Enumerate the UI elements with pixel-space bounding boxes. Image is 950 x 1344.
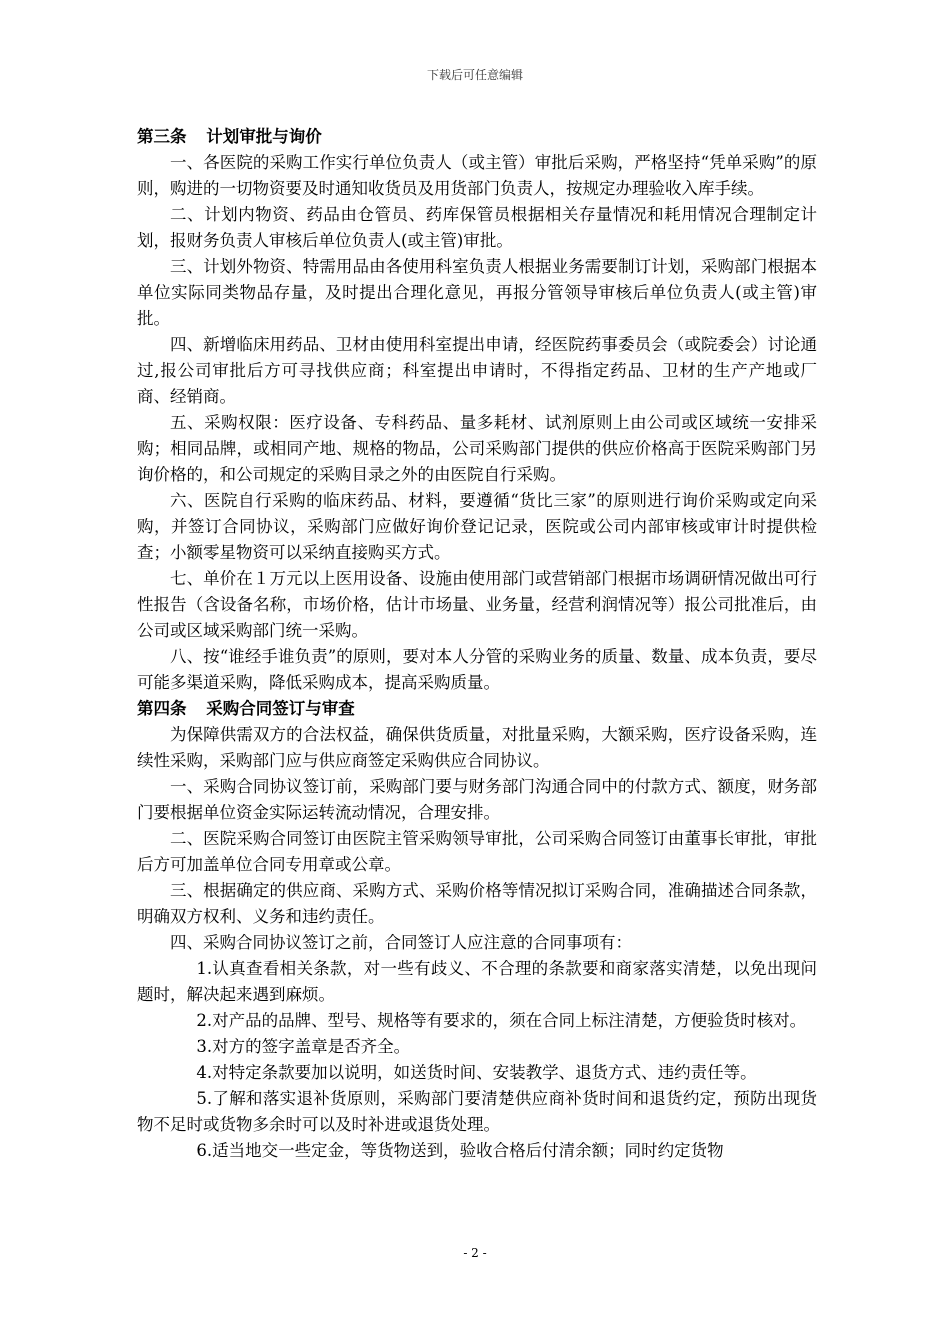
article-4-paragraph-1: 为保障供需双方的合法权益，确保供货质量，对批量采购，大额采购，医疗设备采购，连续性采购，采购部门应与供应商签定采购供应合同协议。 (137, 725, 817, 770)
article-4-heading (137, 696, 817, 722)
document-body (137, 124, 817, 1164)
article-3-paragraph-8: 八、按“谁经手谁负责”的原则，要对本人分管的采购业务的质量、数量、成本负责，要尽可能多渠道采购，降低采购成本，提高采购质量。 (137, 647, 817, 692)
article-4-item-2: 2.对产品的品牌、型号、规格等有要求的，须在合同上标注清楚，方便验货时核对。 (196, 1011, 807, 1030)
article-3-number: 第三条 (137, 127, 187, 146)
article-3-paragraph-6: 六、医院自行采购的临床药品、材料，要遵循“货比三家”的原则进行询价采购或定向采购，并签订合同协议，采购部门应做好询价登记记录，医院或公司内部审核或审计时提供检查；小额零星物资可以采纳直接购买方式。 (137, 491, 817, 562)
article-3-paragraph-5: 五、采购权限：医疗设备、专科药品、量多耗材、试剂原则上由公司或区域统一安排采购；相同品牌，或相同产地、规格的物品，公司采购部门提供的供应价格高于医院采购部门另询价格的，和公司规定的采购目录之外的由医院自行采购。 (137, 413, 817, 484)
article-3-title: 计划审批与询价 (206, 127, 322, 146)
article-4-item-1: 1.认真查看相关条款，对一些有歧义、不合理的条款要和商家落实清楚，以免出现问题时，解决起来遇到麻烦。 (137, 959, 817, 1004)
article-3-paragraph-2: 二、计划内物资、药品由仓管员、药库保管员根据相关存量情况和耗用情况合理制定计划，报财务负责人审核后单位负责人(或主管)审批。 (137, 205, 817, 250)
article-4-number: 第四条 (137, 699, 187, 718)
article-3-heading (137, 124, 817, 150)
article-3-paragraph-3: 三、计划外物资、特需用品由各使用科室负责人根据业务需要制订计划，采购部门根据本单位实际同类物品存量，及时提出合理化意见，再报分管领导审核后单位负责人(或主管)审批。 (137, 257, 817, 328)
article-3-paragraph-4: 四、新增临床用药品、卫材由使用科室提出申请，经医院药事委员会（或院委会）讨论通过,报公司审批后方可寻找供应商；科室提出申请时，不得指定药品、卫材的生产产地或厂商、经销商。 (137, 335, 817, 406)
article-3-paragraph-7: 七、单价在１万元以上医用设备、设施由使用部门或营销部门根据市场调研情况做出可行性报告（含设备名称，市场价格，估计市场量、业务量，经营利润情况等）报公司批准后，由公司或区域采购部门统一采购。 (137, 569, 817, 640)
article-4-item-4: 4.对特定条款要加以说明，如送货时间、安装教学、退货方式、违约责任等。 (196, 1063, 757, 1082)
page-number: - 2 - (463, 1246, 487, 1260)
article-4-item-5: 5.了解和落实退补货原则，采购部门要清楚供应商补货时间和退货约定，预防出现货物不足时或货物多余时可以及时补进或退货处理。 (137, 1089, 817, 1134)
page-header: 下载后可任意编辑 (426, 68, 523, 82)
article-4-item-6: 6.适当地交一些定金，等货物送到，验收合格后付清余额；同时约定货物 (196, 1141, 724, 1160)
article-4-paragraph-4: 三、根据确定的供应商、采购方式、采购价格等情况拟订采购合同，准确描述合同条款，明确双方权利、义务和违约责任。 (137, 881, 817, 926)
article-4-item-3: 3.对方的签字盖章是否齐全。 (196, 1037, 411, 1056)
article-4-title: 采购合同签订与审查 (206, 699, 355, 718)
article-4-paragraph-2: 一、采购合同协议签订前，采购部门要与财务部门沟通合同中的付款方式、额度，财务部门要根据单位资金实际运转流动情况，合理安排。 (137, 777, 817, 822)
article-4-paragraph-5: 四、采购合同协议签订之前，合同签订人应注意的合同事项有： (170, 933, 632, 952)
article-4-paragraph-3: 二、医院采购合同签订由医院主管采购领导审批，公司采购合同签订由董事长审批，审批后方可加盖单位合同专用章或公章。 (137, 829, 817, 874)
article-3-paragraph-1: 一、各医院的采购工作实行单位负责人（或主管）审批后采购，严格坚持“凭单采购”的原则，购进的一切物资要及时通知收货员及用货部门负责人，按规定办理验收入库手续。 (137, 153, 817, 198)
